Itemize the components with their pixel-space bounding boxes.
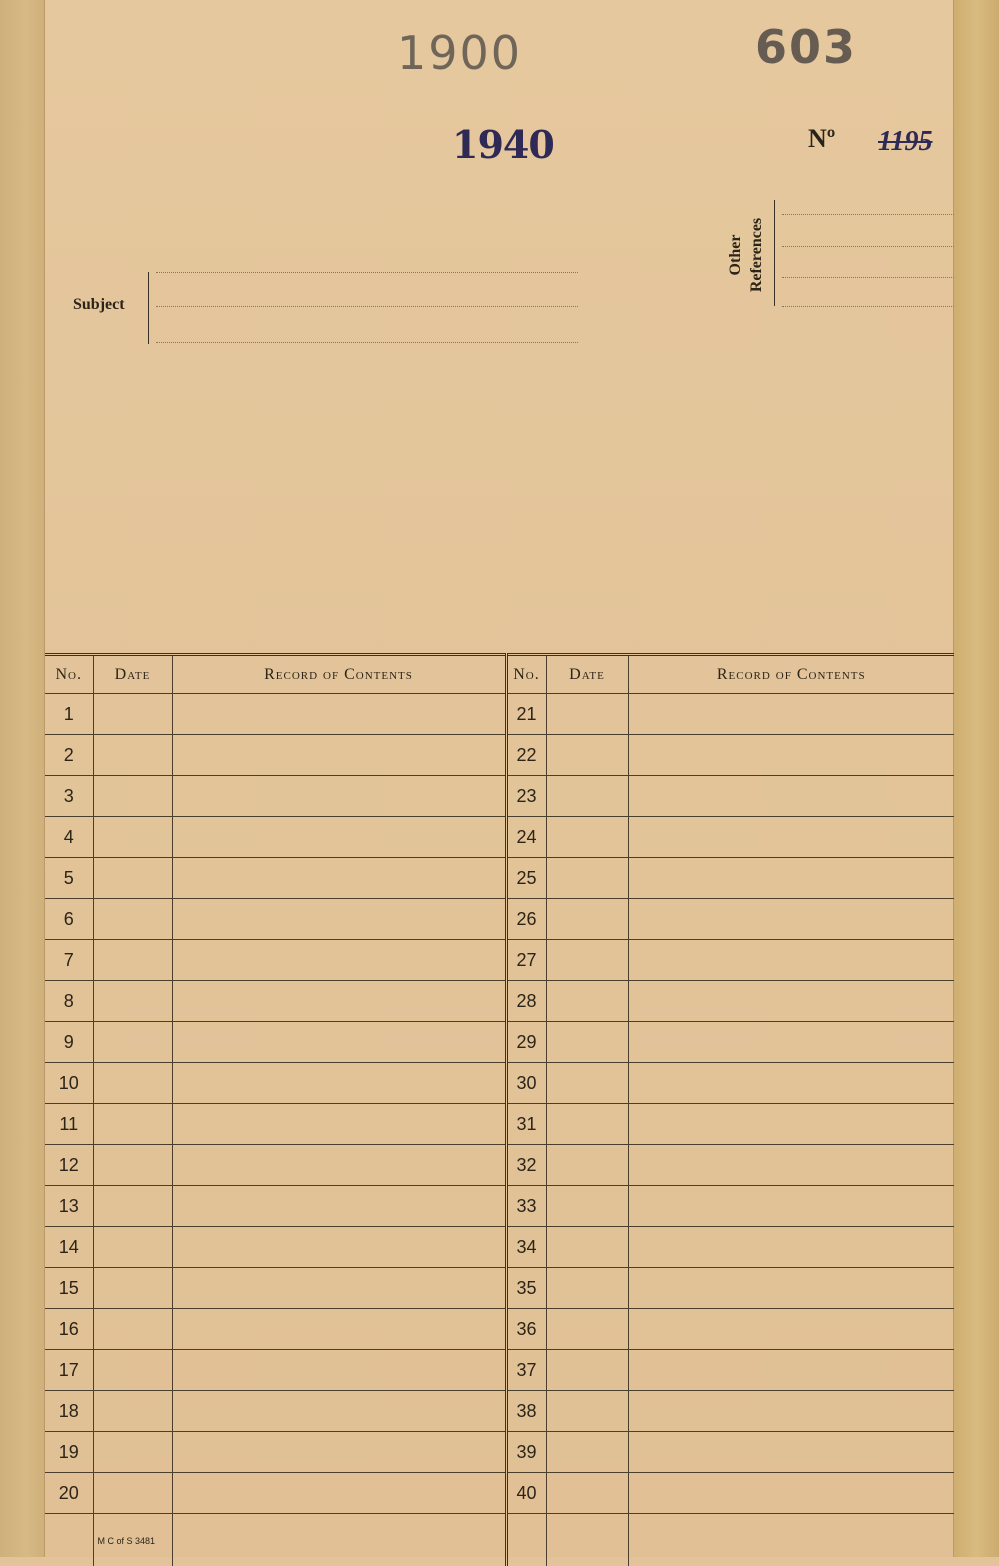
entry-number: 29 [506, 1022, 546, 1063]
entry-number: 11 [45, 1104, 93, 1145]
record-cell[interactable] [172, 694, 506, 735]
record-cell[interactable] [628, 1145, 954, 1186]
table-row [45, 1391, 954, 1432]
record-cell[interactable] [172, 981, 506, 1022]
record-cell[interactable] [172, 1309, 506, 1350]
right-binding-strip [953, 0, 999, 1557]
record-cell[interactable] [172, 1350, 506, 1391]
entry-number: 24 [506, 817, 546, 858]
record-of-contents-table [45, 653, 954, 1566]
record-cell[interactable] [172, 1473, 506, 1514]
date-cell[interactable] [93, 817, 172, 858]
date-cell[interactable] [546, 1391, 628, 1432]
entry-number: 6 [45, 899, 93, 940]
table-row [45, 1473, 954, 1514]
record-cell[interactable] [172, 899, 506, 940]
table-row [45, 1227, 954, 1268]
header-no-left: No. [45, 655, 93, 694]
record-cell[interactable] [628, 694, 954, 735]
entry-number: 22 [506, 735, 546, 776]
entry-number: 10 [45, 1063, 93, 1104]
table-row [45, 694, 954, 735]
table-row [45, 1268, 954, 1309]
footer-cell [45, 1514, 93, 1566]
date-cell[interactable] [546, 694, 628, 735]
table-row [45, 1063, 954, 1104]
entry-number: 28 [506, 981, 546, 1022]
handwritten-number: 1195 [878, 126, 932, 158]
footer-cell [93, 1514, 172, 1566]
entry-number: 35 [506, 1268, 546, 1309]
entry-number: 2 [45, 735, 93, 776]
entry-number: 14 [45, 1227, 93, 1268]
record-cell[interactable] [628, 1022, 954, 1063]
entry-number: 36 [506, 1309, 546, 1350]
table-row [45, 1186, 954, 1227]
reference-line-1[interactable] [782, 214, 954, 215]
entry-number: 18 [45, 1391, 93, 1432]
entry-number: 8 [45, 981, 93, 1022]
entry-number: 38 [506, 1391, 546, 1432]
date-cell[interactable] [93, 858, 172, 899]
record-cell[interactable] [172, 940, 506, 981]
date-cell[interactable] [546, 776, 628, 817]
record-cell[interactable] [628, 1063, 954, 1104]
table-row [45, 1022, 954, 1063]
header-record-right: Record of Contents [628, 655, 954, 694]
date-cell[interactable] [93, 1227, 172, 1268]
record-cell[interactable] [628, 1350, 954, 1391]
record-cell[interactable] [628, 1432, 954, 1473]
references-bracket [774, 200, 783, 306]
table-footer-row [45, 1514, 954, 1566]
record-cell[interactable] [628, 817, 954, 858]
entry-number: 15 [45, 1268, 93, 1309]
entry-number: 1 [45, 694, 93, 735]
subject-line-3[interactable] [156, 342, 578, 343]
entry-number: 17 [45, 1350, 93, 1391]
record-cell[interactable] [628, 1227, 954, 1268]
record-cell[interactable] [628, 1104, 954, 1145]
record-cell[interactable] [172, 1268, 506, 1309]
reference-line-2[interactable] [782, 246, 954, 247]
entry-number: 13 [45, 1186, 93, 1227]
record-cell[interactable] [628, 899, 954, 940]
footer-cell [172, 1514, 506, 1566]
record-cell[interactable] [628, 1268, 954, 1309]
subject-label: Subject [73, 296, 125, 314]
date-cell[interactable] [546, 1268, 628, 1309]
date-cell[interactable] [93, 1391, 172, 1432]
stamped-year: 1900 [397, 26, 522, 80]
record-cell[interactable] [628, 940, 954, 981]
record-cell[interactable] [172, 817, 506, 858]
date-cell[interactable] [93, 981, 172, 1022]
record-cell[interactable] [172, 1227, 506, 1268]
date-cell[interactable] [546, 1309, 628, 1350]
date-cell[interactable] [546, 1186, 628, 1227]
date-cell[interactable] [93, 940, 172, 981]
other-references-label [725, 205, 775, 305]
date-cell[interactable] [93, 1022, 172, 1063]
record-cell[interactable] [628, 1473, 954, 1514]
table-header-row [45, 655, 954, 694]
footer-cell [628, 1514, 954, 1566]
date-cell[interactable] [546, 1227, 628, 1268]
entry-number: 21 [506, 694, 546, 735]
record-cell[interactable] [628, 735, 954, 776]
header-date-left: Date [93, 655, 172, 694]
record-cell[interactable] [172, 1063, 506, 1104]
date-cell[interactable] [93, 1309, 172, 1350]
date-cell[interactable] [546, 1063, 628, 1104]
entry-number: 9 [45, 1022, 93, 1063]
date-cell[interactable] [93, 735, 172, 776]
table-row [45, 1350, 954, 1391]
table-row [45, 1309, 954, 1350]
date-cell[interactable] [546, 1022, 628, 1063]
entry-number: 5 [45, 858, 93, 899]
entry-number: 16 [45, 1309, 93, 1350]
entry-number: 40 [506, 1473, 546, 1514]
record-cell[interactable] [628, 1391, 954, 1432]
entry-number: 30 [506, 1063, 546, 1104]
date-cell[interactable] [546, 1432, 628, 1473]
number-label: Nº [808, 124, 835, 154]
entry-number: 25 [506, 858, 546, 899]
subject-line-1[interactable] [156, 272, 578, 273]
record-cell[interactable] [172, 1391, 506, 1432]
entry-number: 19 [45, 1432, 93, 1473]
date-cell[interactable] [93, 1350, 172, 1391]
record-cell[interactable] [172, 1145, 506, 1186]
entry-number: 7 [45, 940, 93, 981]
date-cell[interactable] [93, 1473, 172, 1514]
date-cell[interactable] [546, 981, 628, 1022]
subject-line-2[interactable] [156, 306, 578, 307]
footer-cell [506, 1514, 546, 1566]
table-row [45, 858, 954, 899]
date-cell[interactable] [546, 1473, 628, 1514]
entry-number: 4 [45, 817, 93, 858]
reference-line-4[interactable] [782, 306, 954, 307]
entry-number: 32 [506, 1145, 546, 1186]
entry-number: 20 [45, 1473, 93, 1514]
entry-number: 31 [506, 1104, 546, 1145]
record-cell[interactable] [172, 776, 506, 817]
record-cell[interactable] [172, 735, 506, 776]
footer-cell [546, 1514, 628, 1566]
left-binding-strip [0, 0, 45, 1557]
handwritten-year: 1940 [452, 122, 554, 167]
entry-number: 12 [45, 1145, 93, 1186]
record-cell[interactable] [172, 1432, 506, 1473]
record-cell[interactable] [172, 858, 506, 899]
entry-number: 37 [506, 1350, 546, 1391]
record-cell[interactable] [628, 858, 954, 899]
record-cell[interactable] [172, 1104, 506, 1145]
other-references-line1: Other [725, 205, 746, 305]
entry-number: 33 [506, 1186, 546, 1227]
entry-number: 26 [506, 899, 546, 940]
date-cell[interactable] [546, 940, 628, 981]
date-cell[interactable] [93, 694, 172, 735]
entry-number: 39 [506, 1432, 546, 1473]
date-cell[interactable] [93, 1145, 172, 1186]
date-cell[interactable] [93, 1268, 172, 1309]
table-row [45, 817, 954, 858]
date-cell[interactable] [546, 817, 628, 858]
date-cell[interactable] [546, 1104, 628, 1145]
table-row [45, 940, 954, 981]
date-cell[interactable] [546, 1145, 628, 1186]
table-row [45, 776, 954, 817]
printer-mark: M C of S 3481 [94, 1534, 172, 1546]
table-row [45, 1104, 954, 1145]
date-cell[interactable] [546, 735, 628, 776]
date-cell[interactable] [546, 1350, 628, 1391]
record-cell[interactable] [172, 1022, 506, 1063]
table-row [45, 1145, 954, 1186]
date-cell[interactable] [93, 1186, 172, 1227]
date-cell[interactable] [93, 776, 172, 817]
date-cell[interactable] [93, 1104, 172, 1145]
table-row [45, 899, 954, 940]
header-date-right: Date [546, 655, 628, 694]
entry-number: 3 [45, 776, 93, 817]
entry-number: 34 [506, 1227, 546, 1268]
header-record-left: Record of Contents [172, 655, 506, 694]
entry-number: 27 [506, 940, 546, 981]
other-references-line2: References [746, 205, 767, 305]
record-cell[interactable] [628, 1186, 954, 1227]
date-cell[interactable] [93, 899, 172, 940]
table-row [45, 981, 954, 1022]
table-row [45, 1432, 954, 1473]
record-cell[interactable] [628, 1309, 954, 1350]
date-cell[interactable] [93, 1432, 172, 1473]
table-row [45, 735, 954, 776]
date-cell[interactable] [546, 899, 628, 940]
date-cell[interactable] [93, 1063, 172, 1104]
header-no-right: No. [506, 655, 546, 694]
record-cell[interactable] [628, 981, 954, 1022]
reference-line-3[interactable] [782, 277, 954, 278]
record-cell[interactable] [628, 776, 954, 817]
record-cell[interactable] [172, 1186, 506, 1227]
subject-bracket [148, 272, 157, 344]
entry-number: 23 [506, 776, 546, 817]
stamped-file-number: 603 [755, 20, 857, 74]
date-cell[interactable] [546, 858, 628, 899]
